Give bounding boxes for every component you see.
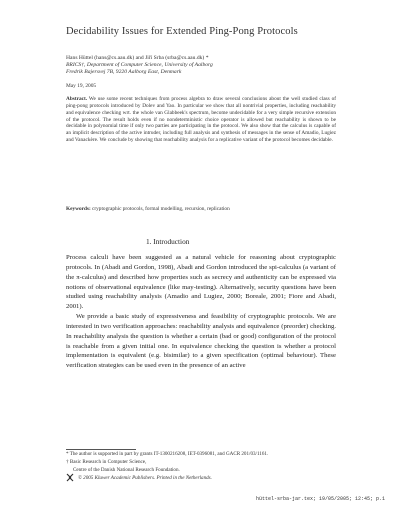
footnotes	[66, 451, 336, 475]
publisher-text: © 2005 Kluwer Academic Publishers. Printed in the Netherlands.	[78, 474, 212, 481]
body-text	[66, 253, 336, 371]
paragraph-1: Process calculi have been suggested as a natural vehicle for reasoning about cryptographic protocols. In (Abadi and Gordon, 1998), Abadi and Gordon introduced the spi-calculus (a variant of the π-calculus) and described how properties such as secrecy and authenticity can be expressed via notions of observational equivalence (like may-testing). Alternatively, security questions have been studied using reachability analysis (Amadio and Lugiez, 2000; Boreale, 2001; Fiore and Abadi, 2001).	[66, 254, 336, 311]
paragraph-2: We provide a basic study of expressiveness and feasibility of cryptographic protocols. We are interested in two verification approaches: reachability analysis and equivalence (preorder) checking. In reachability analysis the question is whether a certain (bad or good) configuration of the protocol is reachable from a given initial one. In equivalence checking the question is whether a protocol implementation is equivalent (e.g. bisimilar) to a given specification (optimal behaviour). These verification strategies can be used even in the presence of an active	[66, 313, 336, 370]
affiliation-1: BRICS†, Department of Computer Science, University of Aalborg	[66, 62, 213, 68]
paper-title: Decidability Issues for Extended Ping-Pong Protocols	[66, 26, 298, 37]
authors-line: Hans Hüttel (hans@cs.aau.dk) and Jiří Srba (srba@cs.aau.dk) *	[66, 55, 209, 61]
abstract	[66, 96, 336, 144]
affiliation-line	[66, 62, 336, 69]
section-heading: 1. Introduction	[146, 237, 190, 246]
address-line: Fredrik Bajersvej 7B, 9220 Aalborg East, Denmark	[66, 69, 182, 75]
footnote-rule	[66, 449, 136, 450]
footnote-1: * The author is supported in part by grants IT-1300216208, IET-0396081, and GACR 201/03/1161.	[66, 451, 269, 457]
file-stamp: hüttel-srba-jar.tex; 19/05/2005; 12:45; p.1	[256, 496, 386, 502]
abstract-label: Abstract.	[66, 96, 88, 102]
footnote-3: Centre of the Danish National Research Foundation.	[73, 466, 180, 473]
publisher-logo-icon	[66, 473, 74, 482]
publisher-line	[66, 473, 336, 482]
footnote-2: † Basic Research in Computer Science,	[66, 458, 147, 465]
keywords-text: cryptographic protocols, formal modelling, recursion, replication	[92, 206, 230, 212]
paper-date: May 19, 2005	[66, 83, 97, 89]
keywords	[66, 206, 346, 212]
author-block	[66, 55, 336, 76]
keywords-label: Keywords:	[66, 206, 91, 212]
abstract-text: We use some recent techniques from process algebra to draw several conclusions about the well studied class of ping-pong protocols introduced by Dolev and Yao. In particular we show that all nontrivial properties, including reachability and equivalence checking wrt. the whole van Glabbeek's spectrum, become undecidable for a very simple recursive extension of the protocol. The result holds even if no nondeterministic choice operator is allowed but reachability is shown to be decidable in polynomial time if only two parties are participating in the protocol. We also show that the calculus is capable of an implicit description of the active intruder, including full analysis and synthesis of messages in the sense of Amadio, Lugiez and Vanackère. We conclude by showing that reachability analysis for a replicative variant of the protocol becomes decidable.	[66, 96, 337, 144]
